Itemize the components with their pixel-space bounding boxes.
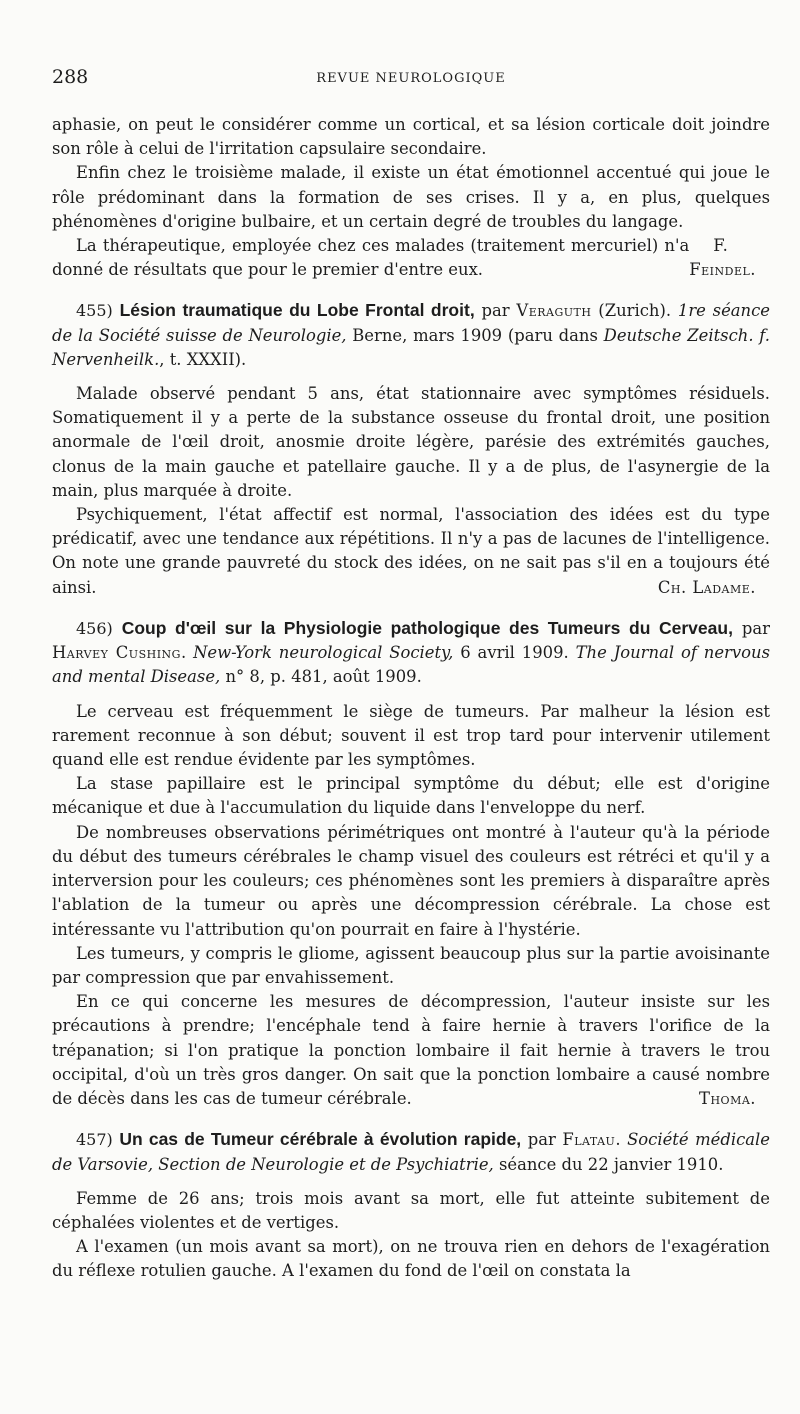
entry-source: 1re séance de la Société suisse de Neurologie, — [52, 301, 770, 345]
entry-source-details: Berne, mars 1909 (paru dans — [346, 325, 604, 345]
entry-paragraph: Les tumeurs, y compris le gliome, agissent beaucoup plus sur la partie avoisinante par compression que par envahissement. — [52, 943, 770, 987]
entry-by: par — [732, 619, 770, 639]
entry-number: 457) — [76, 1130, 113, 1150]
entry-author: Veraguth — [516, 301, 592, 321]
entry-paragraph: En ce qui concerne les mesures de décompression, l'auteur insiste sur les précautions à prendre; l'encéphale tend à faire hernie à travers l'orifice de la trépanation; si l'on pratique la ponction lombaire il fait hernie à travers le trou occipital, d'où un très gros danger. On sait que la ponction lombaire a causé nombre de décès dans les cas de tumeur cérébrale. — [52, 992, 770, 1108]
entry-author: Flatau — [562, 1130, 616, 1150]
entry-source: New-York neurological Society, — [193, 643, 454, 663]
signature: Ch. Ladame. — [657, 577, 756, 597]
entry-affiliation: (Zurich). — [591, 301, 672, 321]
entry-source-details: séance du 22 janvier 1910. — [493, 1154, 724, 1174]
intro-paragraph-text: La thérapeutique, employée chez ces malades (traitement mercuriel) n'a donné de résultats que pour le premier d'entre eux. — [52, 236, 690, 280]
entry-journal: Deutsche Zeitsch. f. Nervenheilk. — [52, 325, 770, 369]
signature: F. Feindel. — [689, 236, 757, 280]
intro-paragraph-signed — [52, 234, 770, 282]
entry-source: Société médicale de Varsovie, Section de Neurologie et de Psychiatrie, — [52, 1130, 770, 1174]
intro-paragraph: Enfin chez le troisième malade, il existe un état émotionnel accentué qui joue le rôle prédominant dans la formation de ses crises. Il y a, en plus, quelques phénomènes d'origine bulbaire, et un certain degré de troubles du langage. — [52, 163, 770, 231]
entry-signature-line — [52, 576, 756, 600]
entry-by: par — [521, 1130, 563, 1150]
page-header — [52, 66, 770, 96]
entry-source-details: 6 avril 1909. — [453, 643, 576, 663]
entry-number: 456) — [76, 619, 113, 639]
signature: Thoma. — [699, 1089, 756, 1109]
entry-heading — [52, 298, 770, 372]
entry-paragraph: Femme de 26 ans; trois mois avant sa mort, elle fut atteinte subitement de céphalées violentes et de vertiges. — [52, 1188, 770, 1232]
abstract-entry-457 — [52, 1127, 770, 1283]
entry-author: Harvey Cushing — [52, 643, 181, 663]
entry-journal: The Journal of nervous and mental Disease, — [52, 643, 770, 687]
entry-affiliation: . — [180, 643, 194, 663]
entry-heading — [52, 616, 770, 690]
page-number: 288 — [52, 66, 89, 88]
entry-title: Un cas de Tumeur cérébrale à évolution rapide, — [119, 1129, 522, 1150]
abstract-entry-456 — [52, 616, 770, 1111]
page-content — [52, 113, 770, 1284]
entry-number: 455) — [76, 301, 113, 321]
entry-title: Coup d'œil sur la Physiologie pathologique des Tumeurs du Cerveau, — [121, 618, 733, 639]
entry-affiliation: . — [615, 1130, 628, 1150]
abstract-entry-455 — [52, 298, 770, 600]
entry-paragraph: Malade observé pendant 5 ans, état stationnaire avec symptômes résiduels. Somatiquement il y a perte de la substance osseuse du frontal droit, une position anormale de l'œil droit, anosmie droite légère, parésie des extrémités gauches, clonus de la main gauche et patellaire gauche. Il y a de plus, de l'asynergie de la main, plus marquée à droite. — [52, 384, 770, 500]
entry-paragraph: La stase papillaire est le principal symptôme du début; elle est d'origine mécanique et due à l'accumulation du liquide dans l'enveloppe du nerf. — [52, 774, 770, 818]
entry-paragraph: Psychiquement, l'état affectif est normal, l'association des idées est du type prédicatif, avec une tendance aux répétitions. Il n'y a pas de lacunes de l'intelligence. On note une grande pauvreté du stock des idées, on ne sait pas s'il en a toujours été ainsi. — [52, 505, 770, 597]
entry-paragraph: A l'examen (un mois avant sa mort), on ne trouva rien en dehors de l'exagération du réflexe rotulien gauche. A l'examen du fond de l'œil on constata la — [52, 1237, 770, 1281]
entry-source-end: , t. XXXII). — [159, 349, 247, 369]
running-title: REVUE NEUROLOGIQUE — [316, 71, 506, 86]
entry-title: Lésion traumatique du Lobe Frontal droit, — [119, 300, 475, 321]
entry-by: par — [474, 301, 517, 321]
entry-source-end: n° 8, p. 481, août 1909. — [220, 667, 422, 687]
entry-heading — [52, 1127, 770, 1176]
entry-paragraph: De nombreuses observations périmétriques ont montré à l'auteur qu'à la période du début des tumeurs cérébrales le champ visuel des couleurs est rétréci et qu'il y a interversion pour les couleurs; ces phénomènes sont les premiers à disparaître après l'ablation de la tumeur ou après une décompression cérébrale. La chose est intéressante vu l'attribution qu'on pourrait en faire à l'hystérie. — [52, 822, 770, 939]
entry-paragraph: Le cerveau est fréquemment le siège de tumeurs. Par malheur la lésion est rarement reconnue à son début; souvent il est trop tard pour intervenir utilement quand elle est rendue évidente par les symptômes. — [52, 701, 770, 770]
intro-paragraph: aphasie, on peut le considérer comme un cortical, et sa lésion corticale doit joindre son rôle à celui de l'irritation capsulaire secondaire. — [52, 115, 770, 159]
